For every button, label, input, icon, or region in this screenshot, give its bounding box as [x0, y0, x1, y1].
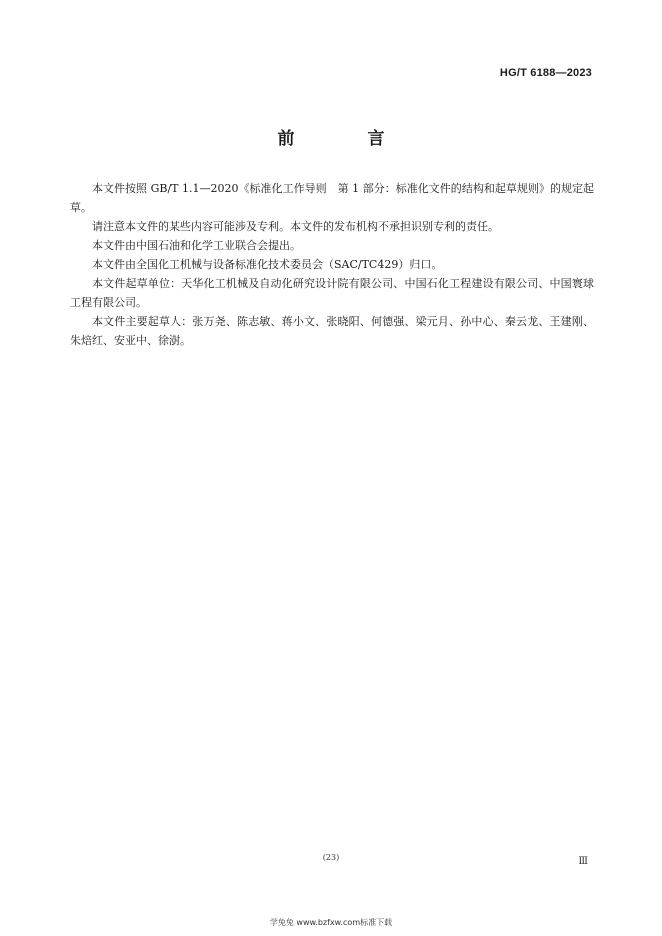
- page-number: (23): [322, 853, 340, 862]
- foreword-body: [70, 179, 594, 350]
- paragraph-technical-committee: 本文件由全国化工机械与设备标准化技术委员会（SAC/TC429）归口。: [92, 258, 443, 271]
- footer-watermark: 学兔兔 www.bzfxw.com标准下载: [269, 918, 393, 927]
- page-title: 前 言: [277, 129, 413, 149]
- paragraph-patent-notice: 请注意本文件的某些内容可能涉及专利。本文件的发布机构不承担识别专利的责任。: [92, 220, 499, 233]
- roman-page-number: Ⅲ: [578, 856, 588, 867]
- paragraph-drafting-organizations: 本文件起草单位：天华化工机械及自动化研究设计院有限公司、中国石化工程建设有限公司、中国寰球工程有限公司。: [70, 277, 594, 309]
- paragraph-proposer: 本文件由中国石油和化学工业联合会提出。: [92, 239, 301, 252]
- paragraph-drafters: 本文件主要起草人：张万尧、陈志敏、蒋小文、张晓阳、何德强、梁元月、孙中心、秦云龙、王建刚、朱焙红、安亚中、徐澍。: [70, 315, 594, 347]
- standard-code: HG/T 6188—2023: [499, 67, 592, 79]
- paragraph-drafting-rules: 本文件按照 GB/T 1.1—2020《标准化工作导则 第 1 部分：标准化文件的结构和起草规则》的规定起草。: [70, 182, 594, 214]
